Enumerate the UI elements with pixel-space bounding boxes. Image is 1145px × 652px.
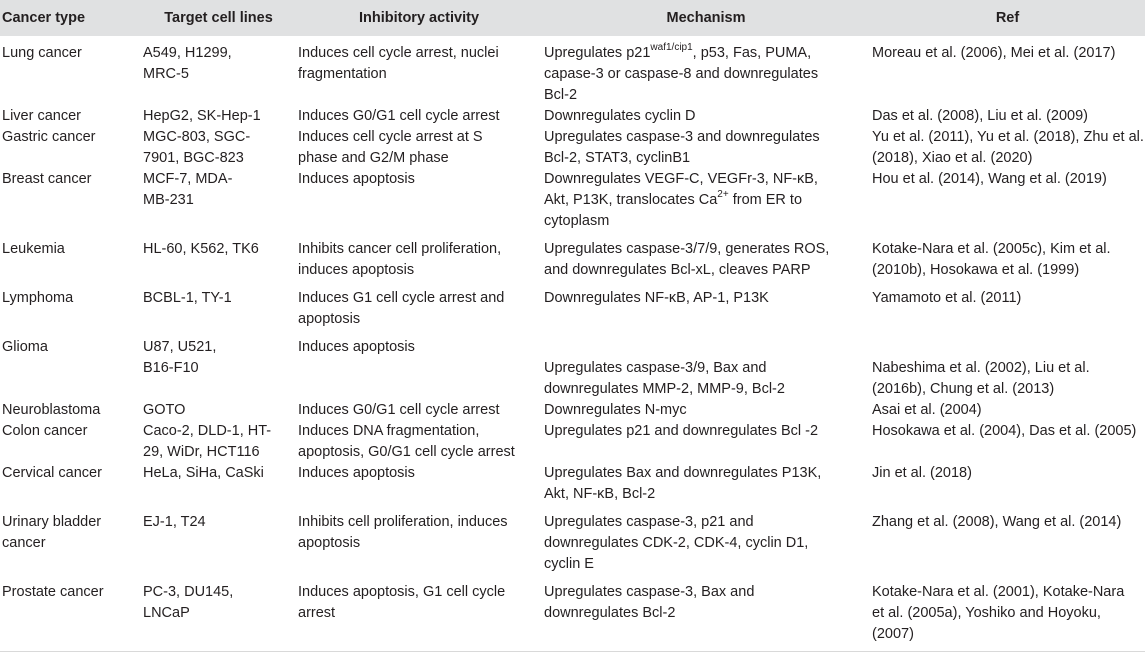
ref-cell: Yu et al. (2011), Yu et al. (2018), Zhu et al. (2018), Xiao et al. (2020) — [872, 129, 1144, 166]
cancer-type-cell: Lymphoma — [2, 290, 74, 306]
mechanism-cell: Downregulates VEGF-C, VEGFr-3, NF-κB, Akt, P13K, translocates $Ca^{2+}$ from ER to cytoplasm — [544, 171, 818, 229]
cancer-type-cell: Lung cancer — [2, 45, 82, 61]
ref-cell: Asai et al. (2004) — [872, 402, 982, 418]
cell-lines-cell: GOTO — [143, 402, 186, 418]
ref-cell: Hosokawa et al. (2004), Das et al. (2005) — [872, 423, 1137, 439]
ref-cell: Kotake-Nara et al. (2001), Kotake-Nara et al. (2005a), Yoshiko and Hoyoku, (2007) — [870, 582, 1145, 652]
mechanism-cell: Downregulates cyclin D — [544, 108, 696, 124]
table-row — [0, 337, 1145, 379]
cancer-type-cell: Leukemia — [2, 241, 65, 257]
ref-cell: Zhang et al. (2008), Wang et al. (2014) — [872, 514, 1122, 530]
ref-cell: Nabeshima et al. (2002), Liu et al. — [872, 360, 1090, 376]
cell-lines-cell: MGC-803, SGC- 7901, BGC-823 — [143, 129, 251, 166]
cell-lines-cell: MCF-7, MDA- MB-231 — [143, 171, 233, 208]
activity-cell: Induces cell cycle arrest, nuclei fragmentation — [298, 45, 499, 82]
table-row — [0, 106, 1145, 127]
mechanism-cell: downregulates MMP-2, MMP-9, Bcl-2 — [544, 381, 785, 397]
ref-cell: Kotake-Nara et al. (2005c), Kim et al. (2010b), Hosokawa et al. (1999) — [872, 241, 1111, 278]
cell-lines-cell: HeLa, SiHa, CaSki — [143, 465, 264, 481]
cell-lines-cell: A549, H1299, MRC-5 — [143, 45, 232, 82]
ref-cell: Jin et al. (2018) — [872, 465, 972, 481]
table-row — [0, 36, 1145, 106]
cell-lines-cell: HepG2, SK-Hep-1 — [143, 108, 261, 124]
mechanism-cell: Upregulates $p21^{waf1/cip1}$, p53, Fas, PUMA, capase-3 or caspase-8 and downregulates Bcl-2 — [544, 42, 819, 103]
cancer-type-cell: Prostate cancer — [0, 582, 141, 652]
cancer-type-cell: Gastric cancer — [2, 129, 96, 145]
activity-cell: Inhibits cancer cell proliferation, induces apoptosis — [298, 241, 502, 278]
cancer-type-cell: Breast cancer — [2, 171, 92, 187]
cancer-type-cell: Cervical cancer — [2, 465, 102, 481]
cell-lines-cell: Caco-2, DLD-1, HT- 29, WiDr, HCT116 — [143, 423, 272, 460]
header-inhibitory-activity: Inhibitory activity — [358, 9, 480, 26]
mechanism-cell: Upregulates p21 and downregulates Bcl -2 — [544, 423, 819, 439]
activity-cell: Induces apoptosis — [298, 339, 415, 355]
table-row — [0, 239, 1145, 288]
table-row — [0, 400, 1145, 421]
activity-cell: Induces apoptosis, G1 cell cycle arrest — [296, 582, 542, 652]
ref-cell: Hou et al. (2014), Wang et al. (2019) — [872, 171, 1107, 187]
ref-cell: (2016b), Chung et al. (2013) — [872, 381, 1055, 397]
table-row — [0, 512, 1145, 582]
cell-lines-cell: EJ-1, T24 — [143, 514, 206, 530]
mechanism-cell: Upregulates Bax and downregulates P13K, Akt, NF-κB, Bcl-2 — [544, 465, 822, 502]
mechanism-cell: Upregulates caspase-3, p21 and downregulates CDK-2, CDK-4, cyclin D1, cyclin E — [544, 514, 809, 572]
activity-cell: Induces G0/G1 cell cycle arrest — [298, 402, 500, 418]
header-cancer-type: Cancer type — [2, 9, 86, 26]
cell-lines-cell: HL-60, K562, TK6 — [143, 241, 259, 257]
table-row — [0, 582, 1145, 652]
cell-lines-cell: BCBL-1, TY-1 — [143, 290, 232, 306]
activity-cell: Induces cell cycle arrest at S phase and G2/M phase — [298, 129, 483, 166]
table-row — [0, 127, 1145, 169]
cancer-type-cell: Urinary bladder cancer — [2, 514, 102, 551]
table-header-row — [0, 0, 1145, 36]
table-row — [0, 288, 1145, 337]
table-row — [0, 421, 1145, 463]
ref-cell: Yamamoto et al. (2011) — [872, 290, 1022, 306]
header-mechanism: Mechanism — [666, 9, 746, 26]
mechanism-cell: Upregulates caspase-3/9, Bax and — [544, 360, 767, 376]
activity-cell: Induces G1 cell cycle arrest and apoptosis — [298, 290, 505, 327]
mechanism-cell: Upregulates caspase-3, Bax and downregulates Bcl-2 — [542, 582, 870, 652]
mechanism-cell: Downregulates NF-κB, AP-1, P13K — [544, 290, 769, 306]
cancer-type-cell: Liver cancer — [2, 108, 81, 124]
activity-cell: Induces DNA fragmentation, apoptosis, G0/G1 cell cycle arrest — [298, 423, 515, 460]
cell-lines-cell: U87, U521, B16-F10 — [143, 339, 217, 376]
activity-cell: Induces apoptosis — [298, 465, 415, 481]
cancer-type-cell: Neuroblastoma — [2, 402, 101, 418]
cancer-type-cell: Glioma — [2, 339, 48, 355]
activity-cell: Inhibits cell proliferation, induces apoptosis — [298, 514, 508, 551]
header-target-cell-lines: Target cell lines — [164, 9, 273, 26]
table-row — [0, 463, 1145, 512]
activity-cell: Induces G0/G1 cell cycle arrest — [298, 108, 500, 124]
mechanism-cell: Upregulates caspase-3/7/9, generates ROS, and downregulates Bcl-xL, cleaves PARP — [544, 241, 830, 278]
header-ref: Ref — [995, 9, 1020, 26]
table-row — [0, 169, 1145, 239]
ref-cell: Das et al. (2008), Liu et al. (2009) — [872, 108, 1089, 124]
mechanism-cell: Upregulates caspase-3 and downregulates Bcl-2, STAT3, cyclinB1 — [544, 129, 820, 166]
cell-lines-cell: PC-3, DU145, LNCaP — [141, 582, 296, 652]
cancer-type-cell: Colon cancer — [2, 423, 88, 439]
mechanism-cell: Downregulates N-myc — [544, 402, 687, 418]
activity-cell: Induces apoptosis — [298, 171, 415, 187]
ref-cell: Moreau et al. (2006), Mei et al. (2017) — [872, 45, 1116, 61]
table-row-continuation — [0, 379, 1145, 400]
